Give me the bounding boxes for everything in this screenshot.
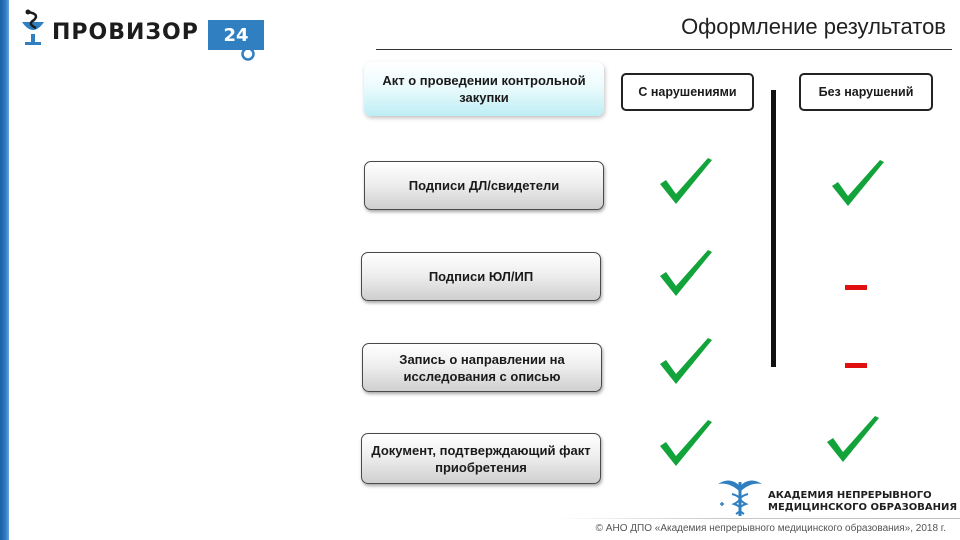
page-title: Оформление результатов xyxy=(681,14,946,39)
medal-icon xyxy=(240,46,256,62)
row-label-signatures-entity: Подписи ЮЛ/ИП xyxy=(361,252,601,301)
check-icon xyxy=(823,414,883,470)
check-icon xyxy=(656,336,716,392)
dash-icon xyxy=(845,285,867,290)
academy-logo xyxy=(716,474,956,518)
brand-name: ПРОВИЗОР xyxy=(52,20,199,45)
check-icon xyxy=(656,418,716,474)
academy-name-line2: МЕДИЦИНСКОГО ОБРАЗОВАНИЯ xyxy=(768,502,958,513)
caduceus-icon xyxy=(716,474,764,518)
column-divider xyxy=(771,90,776,367)
left-accent-stripe xyxy=(0,0,9,540)
column-header-without-violations: Без нарушений xyxy=(799,73,933,111)
academy-name xyxy=(768,490,957,514)
row-label-signatures-officials: Подписи ДЛ/свидетели xyxy=(364,161,604,210)
row-label-research-record: Запись о направлении на исследования с описью xyxy=(362,343,602,392)
brand-badge: 24 xyxy=(208,20,264,50)
academy-name-line1: АКАДЕМИЯ НЕПРЕРЫВНОГО xyxy=(768,490,932,501)
dash-icon xyxy=(845,363,867,368)
provizor-logo xyxy=(18,6,278,56)
check-icon xyxy=(656,248,716,304)
column-header-with-violations: С нарушениями xyxy=(621,73,754,111)
title-underline xyxy=(376,49,952,50)
header-box-act: Акт о проведении контрольной закупки xyxy=(364,62,604,116)
check-icon xyxy=(656,156,716,212)
row-label-purchase-document: Документ, подтверждающий факт приобретения xyxy=(361,433,601,484)
footer-divider xyxy=(556,518,960,519)
check-icon xyxy=(828,158,888,214)
pharmacy-bowl-icon xyxy=(18,8,48,48)
copyright-text: © АНО ДПО «Академия непрерывного медицинского образования», 2018 г. xyxy=(595,523,946,534)
